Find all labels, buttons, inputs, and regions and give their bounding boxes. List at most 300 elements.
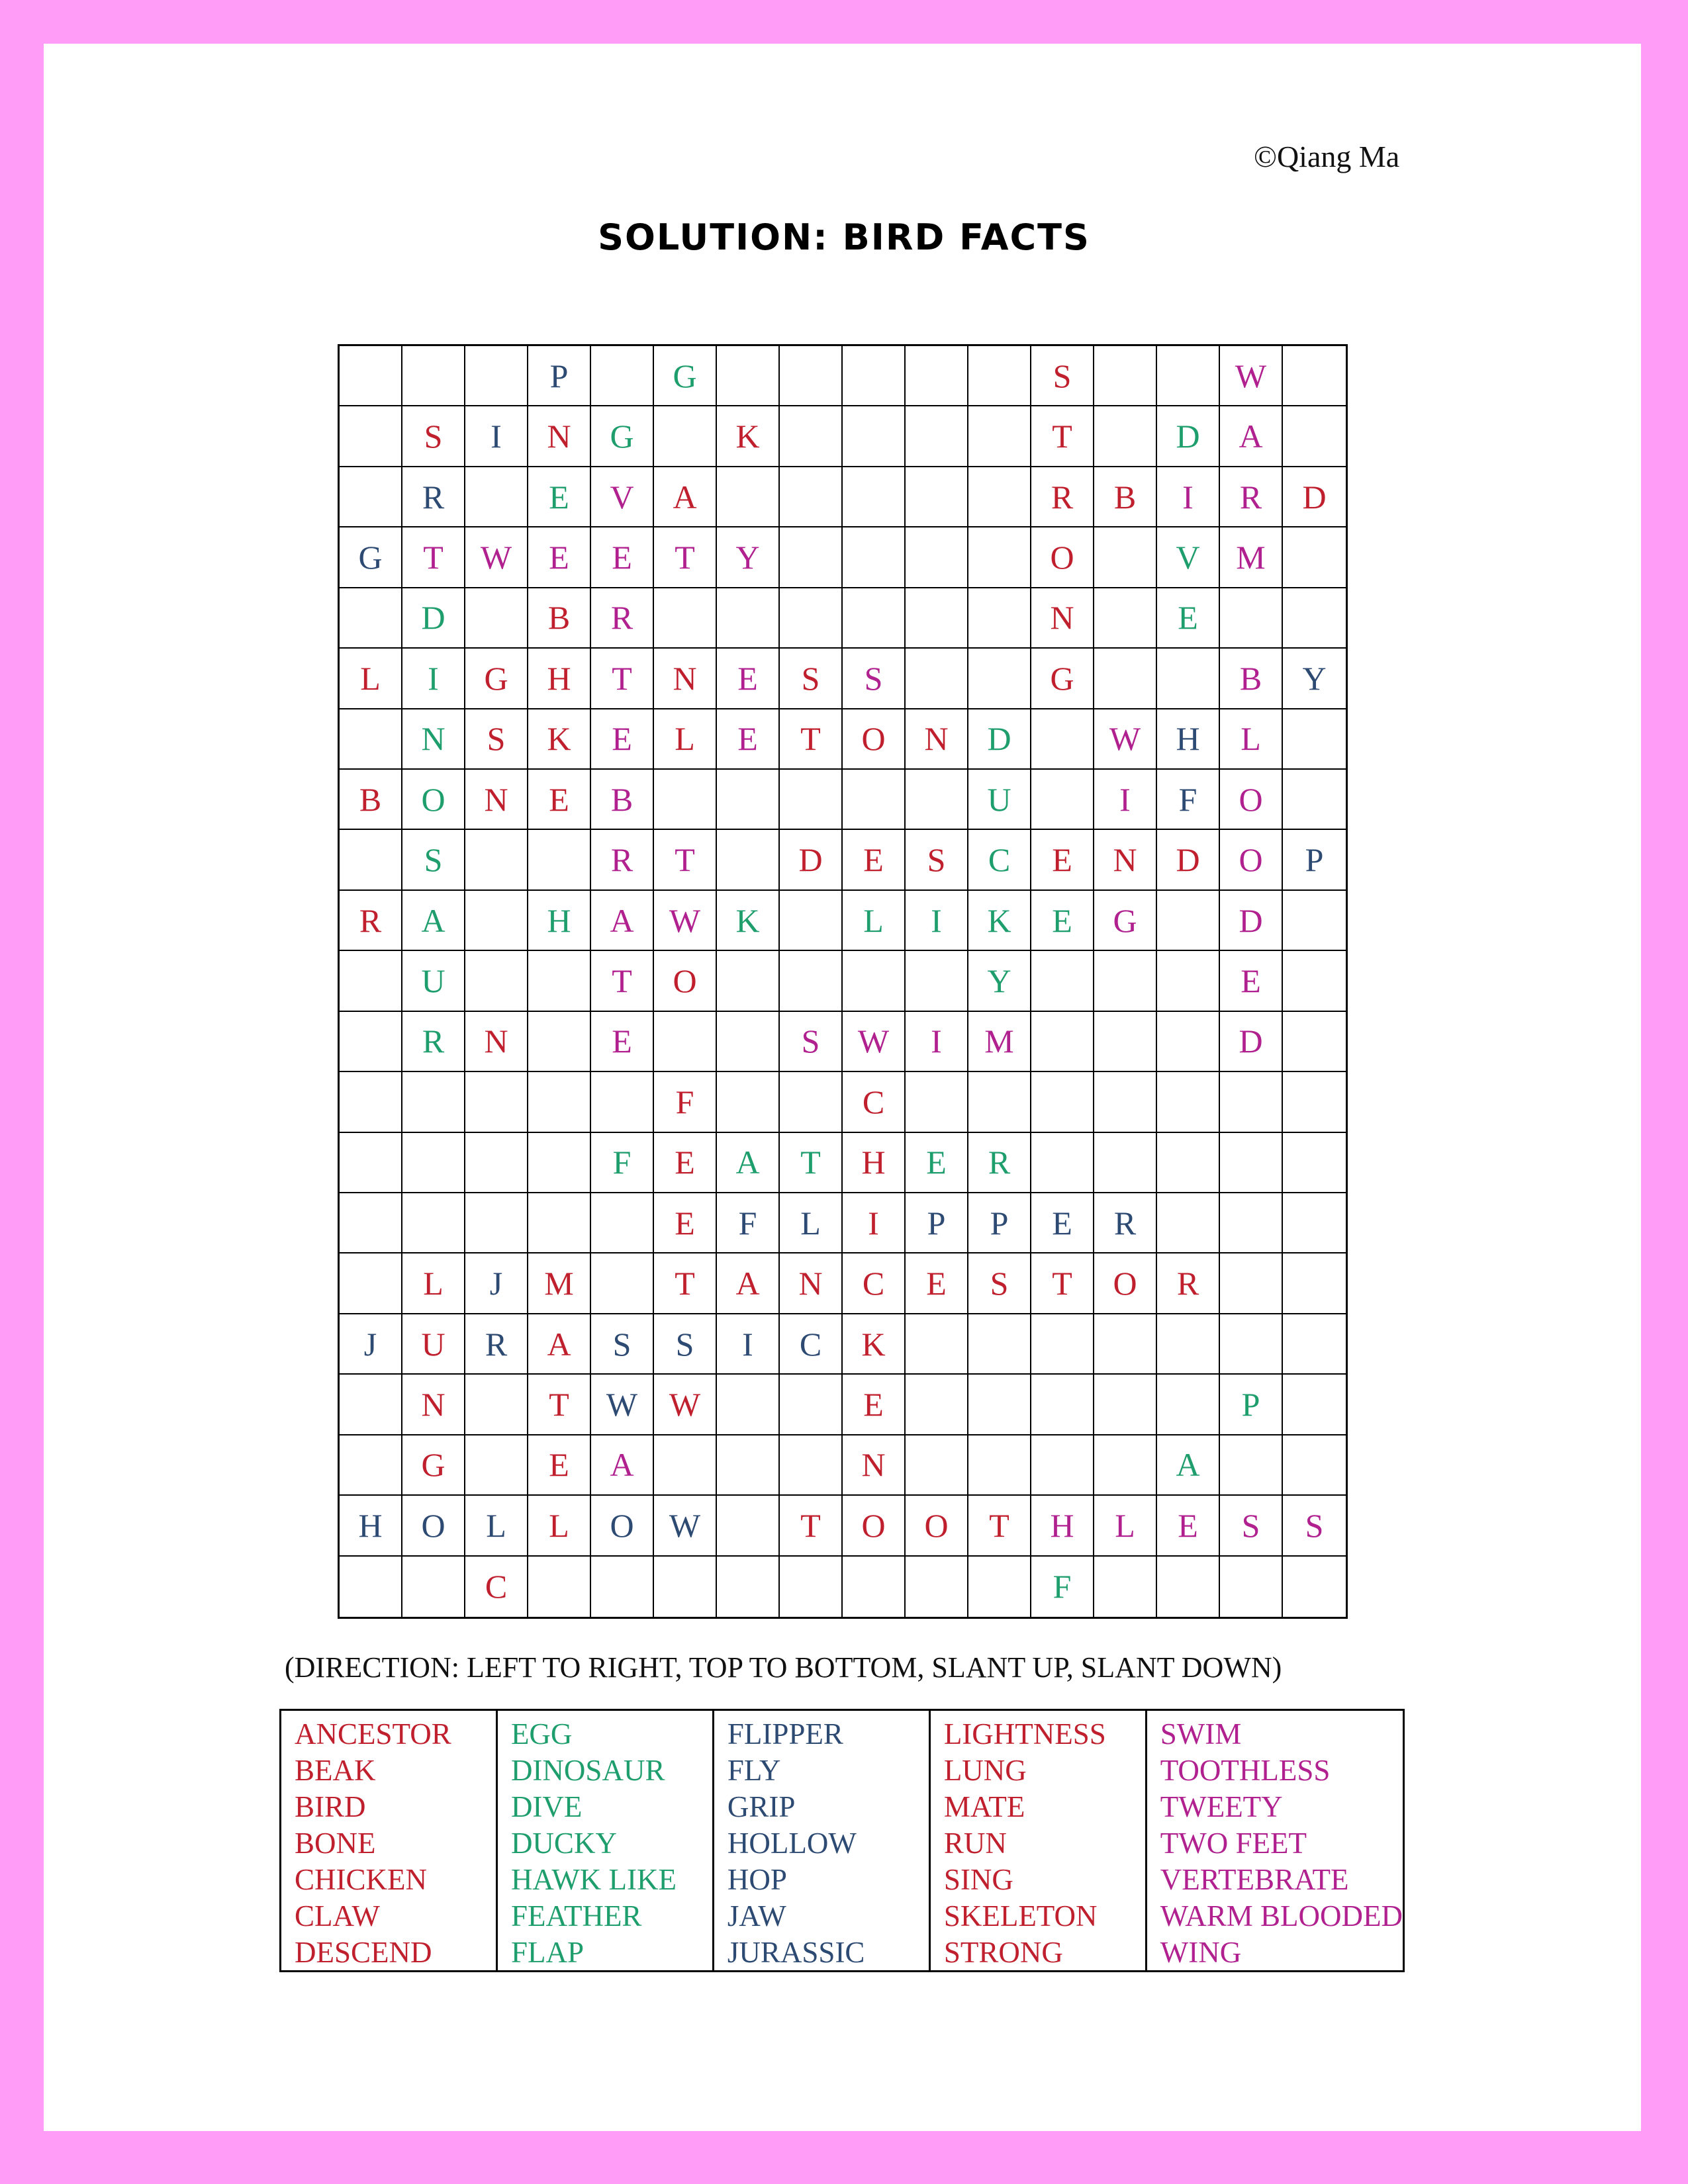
grid-cell <box>1220 1435 1283 1496</box>
grid-cell: F <box>1157 770 1220 830</box>
grid-cell <box>1220 1193 1283 1253</box>
grid-cell <box>1283 406 1346 467</box>
grid-cell: E <box>528 527 591 588</box>
grid-cell: W <box>465 527 528 588</box>
grid-cell: I <box>906 1012 968 1072</box>
grid-cell: F <box>591 1133 654 1193</box>
grid-cell: H <box>843 1133 906 1193</box>
grid-cell: I <box>906 891 968 951</box>
grid-cell <box>528 1133 591 1193</box>
grid-cell: E <box>1220 951 1283 1011</box>
grid-cell: R <box>1157 1253 1220 1314</box>
grid-cell: L <box>340 649 402 709</box>
grid-cell <box>968 467 1031 527</box>
grid-cell: J <box>340 1314 402 1375</box>
grid-cell: C <box>968 830 1031 890</box>
word-bank-word: GRIP <box>727 1790 796 1823</box>
grid-cell: S <box>780 1012 843 1072</box>
grid-cell <box>717 1012 780 1072</box>
grid-cell <box>968 649 1031 709</box>
grid-cell: L <box>1094 1496 1157 1556</box>
word-search-grid <box>338 344 1348 1619</box>
grid-cell <box>340 406 402 467</box>
grid-cell <box>906 1314 968 1375</box>
grid-cell <box>906 1435 968 1496</box>
grid-cell <box>1094 951 1157 1011</box>
grid-cell <box>906 649 968 709</box>
word-bank-word: ANCESTOR <box>295 1717 451 1751</box>
grid-cell <box>340 1072 402 1132</box>
grid-cell <box>780 588 843 649</box>
grid-cell <box>968 1375 1031 1435</box>
grid-cell <box>1157 1012 1220 1072</box>
grid-cell: S <box>465 709 528 770</box>
grid-cell <box>1031 1012 1094 1072</box>
grid-cell: S <box>654 1314 717 1375</box>
grid-cell <box>1094 1012 1157 1072</box>
grid-cell: D <box>968 709 1031 770</box>
grid-cell <box>780 346 843 406</box>
grid-cell <box>465 467 528 527</box>
page-title: SOLUTION: BIRD FACTS <box>598 216 1090 258</box>
grid-cell: A <box>717 1133 780 1193</box>
grid-cell <box>717 1072 780 1132</box>
grid-cell <box>906 467 968 527</box>
grid-cell <box>968 1314 1031 1375</box>
grid-cell <box>340 951 402 1011</box>
grid-cell: E <box>717 709 780 770</box>
grid-cell: S <box>843 649 906 709</box>
grid-cell: E <box>1031 891 1094 951</box>
grid-cell <box>340 830 402 890</box>
grid-cell <box>340 1253 402 1314</box>
grid-cell <box>591 1557 654 1617</box>
grid-cell: K <box>717 891 780 951</box>
grid-cell: V <box>591 467 654 527</box>
grid-cell <box>1283 1314 1346 1375</box>
grid-cell: G <box>1031 649 1094 709</box>
grid-cell: T <box>654 527 717 588</box>
grid-cell: K <box>843 1314 906 1375</box>
grid-cell: Y <box>968 951 1031 1011</box>
grid-cell: U <box>402 1314 465 1375</box>
grid-cell: C <box>465 1557 528 1617</box>
grid-cell: H <box>340 1496 402 1556</box>
grid-cell <box>1283 1375 1346 1435</box>
grid-cell <box>340 1012 402 1072</box>
grid-cell <box>1094 1072 1157 1132</box>
grid-cell: B <box>1220 649 1283 709</box>
grid-cell: W <box>1220 346 1283 406</box>
grid-cell: J <box>465 1253 528 1314</box>
grid-cell: R <box>968 1133 1031 1193</box>
grid-cell <box>402 1133 465 1193</box>
word-bank-word: DESCEND <box>295 1936 432 1969</box>
grid-cell: F <box>1031 1557 1094 1617</box>
grid-cell <box>717 830 780 890</box>
grid-cell <box>340 1193 402 1253</box>
grid-cell: R <box>591 588 654 649</box>
grid-cell <box>1157 1375 1220 1435</box>
grid-cell: G <box>1094 891 1157 951</box>
grid-cell: L <box>528 1496 591 1556</box>
grid-cell: T <box>968 1496 1031 1556</box>
grid-cell <box>717 467 780 527</box>
grid-cell: R <box>1031 467 1094 527</box>
word-bank-word: TWO FEET <box>1160 1827 1307 1860</box>
grid-cell: R <box>340 891 402 951</box>
grid-cell: S <box>591 1314 654 1375</box>
word-bank-word: EGG <box>510 1717 573 1751</box>
grid-cell <box>1094 649 1157 709</box>
grid-cell <box>528 1072 591 1132</box>
grid-cell: G <box>465 649 528 709</box>
grid-cell: D <box>1220 1012 1283 1072</box>
grid-cell: E <box>843 1375 906 1435</box>
grid-cell: A <box>1157 1435 1220 1496</box>
grid-cell <box>1094 527 1157 588</box>
word-bank-word: FLY <box>727 1754 781 1787</box>
word-bank-word: FLAP <box>510 1936 584 1969</box>
grid-cell <box>1157 891 1220 951</box>
grid-cell <box>906 527 968 588</box>
grid-cell <box>1094 1557 1157 1617</box>
grid-cell <box>906 406 968 467</box>
grid-cell <box>340 1557 402 1617</box>
grid-cell <box>591 1253 654 1314</box>
grid-cell <box>1283 588 1346 649</box>
grid-cell: D <box>780 830 843 890</box>
grid-cell: C <box>843 1072 906 1132</box>
grid-cell <box>717 1375 780 1435</box>
grid-cell: P <box>1283 830 1346 890</box>
grid-cell: M <box>968 1012 1031 1072</box>
word-bank-word: LIGHTNESS <box>943 1717 1106 1751</box>
grid-cell: W <box>1094 709 1157 770</box>
grid-cell: R <box>1094 1193 1157 1253</box>
grid-cell <box>968 588 1031 649</box>
grid-cell: A <box>591 891 654 951</box>
grid-cell <box>1157 1133 1220 1193</box>
grid-cell: O <box>1094 1253 1157 1314</box>
grid-cell: P <box>1220 1375 1283 1435</box>
grid-cell: O <box>402 770 465 830</box>
grid-cell: O <box>843 709 906 770</box>
grid-cell: E <box>654 1133 717 1193</box>
grid-cell: K <box>528 709 591 770</box>
grid-cell: A <box>1220 406 1283 467</box>
grid-cell: S <box>968 1253 1031 1314</box>
grid-cell: N <box>1031 588 1094 649</box>
grid-cell <box>717 770 780 830</box>
grid-cell: W <box>654 891 717 951</box>
grid-cell <box>1283 1072 1346 1132</box>
grid-cell: N <box>1094 830 1157 890</box>
grid-cell: A <box>528 1314 591 1375</box>
grid-cell: U <box>402 951 465 1011</box>
grid-cell: I <box>1157 467 1220 527</box>
grid-cell <box>780 951 843 1011</box>
grid-cell: G <box>340 527 402 588</box>
grid-cell <box>1031 1072 1094 1132</box>
word-bank-word: FLIPPER <box>727 1717 843 1751</box>
grid-cell: N <box>402 709 465 770</box>
grid-cell <box>1094 1435 1157 1496</box>
grid-cell: G <box>654 346 717 406</box>
grid-cell: E <box>1031 1193 1094 1253</box>
grid-cell <box>1031 709 1094 770</box>
grid-cell: B <box>340 770 402 830</box>
word-bank-word: BIRD <box>295 1790 366 1823</box>
word-bank-word: LUNG <box>943 1754 1027 1787</box>
grid-cell: N <box>906 709 968 770</box>
grid-cell: O <box>843 1496 906 1556</box>
grid-cell: E <box>591 1012 654 1072</box>
grid-cell: T <box>780 1133 843 1193</box>
grid-cell <box>843 770 906 830</box>
grid-cell: D <box>1220 891 1283 951</box>
grid-cell: H <box>1157 709 1220 770</box>
word-bank-word: SWIM <box>1160 1717 1242 1751</box>
grid-cell: T <box>654 1253 717 1314</box>
grid-cell: E <box>1157 1496 1220 1556</box>
grid-cell: D <box>1157 830 1220 890</box>
grid-cell <box>843 951 906 1011</box>
word-bank-word: DINOSAUR <box>510 1754 665 1787</box>
grid-cell <box>1157 649 1220 709</box>
grid-cell <box>465 588 528 649</box>
grid-cell <box>717 1435 780 1496</box>
grid-cell: L <box>843 891 906 951</box>
grid-cell: S <box>780 649 843 709</box>
grid-cell: E <box>591 527 654 588</box>
grid-cell <box>717 588 780 649</box>
grid-cell: S <box>402 406 465 467</box>
grid-cell <box>906 1072 968 1132</box>
grid-cell: E <box>591 709 654 770</box>
grid-cell <box>591 1072 654 1132</box>
word-bank-word: RUN <box>943 1827 1007 1860</box>
grid-cell: E <box>843 830 906 890</box>
word-bank-word: DIVE <box>510 1790 583 1823</box>
grid-cell: G <box>402 1435 465 1496</box>
grid-cell <box>340 467 402 527</box>
word-bank-word: JAW <box>727 1899 786 1933</box>
grid-cell: E <box>1031 830 1094 890</box>
grid-cell <box>717 1557 780 1617</box>
grid-cell: O <box>402 1496 465 1556</box>
grid-cell: T <box>402 527 465 588</box>
grid-cell <box>906 1375 968 1435</box>
grid-cell <box>968 527 1031 588</box>
grid-cell <box>528 1012 591 1072</box>
grid-cell <box>1094 406 1157 467</box>
grid-cell: B <box>528 588 591 649</box>
grid-cell <box>1220 1557 1283 1617</box>
grid-cell: R <box>402 467 465 527</box>
grid-cell: S <box>1220 1496 1283 1556</box>
grid-cell <box>402 346 465 406</box>
grid-cell <box>1283 891 1346 951</box>
grid-cell: G <box>591 406 654 467</box>
word-bank-word: STRONG <box>943 1936 1063 1969</box>
grid-cell <box>1220 588 1283 649</box>
word-bank-word: JURASSIC <box>727 1936 865 1969</box>
grid-cell: P <box>528 346 591 406</box>
copyright-text: ©Qiang Ma <box>1254 140 1400 173</box>
grid-cell <box>1220 1133 1283 1193</box>
grid-cell <box>465 1072 528 1132</box>
grid-cell: Y <box>1283 649 1346 709</box>
direction-note: (DIRECTION: LEFT TO RIGHT, TOP TO BOTTOM, SLANT UP, SLANT DOWN) <box>285 1651 1282 1684</box>
grid-cell <box>780 406 843 467</box>
grid-cell: T <box>780 1496 843 1556</box>
word-bank-word: MATE <box>943 1790 1025 1823</box>
grid-cell <box>780 1375 843 1435</box>
grid-cell: S <box>402 830 465 890</box>
grid-cell <box>717 346 780 406</box>
grid-cell <box>1220 1072 1283 1132</box>
grid-cell <box>654 588 717 649</box>
grid-cell: L <box>402 1253 465 1314</box>
grid-cell: M <box>1220 527 1283 588</box>
grid-cell <box>968 406 1031 467</box>
grid-cell: N <box>654 649 717 709</box>
word-bank-word: VERTEBRATE <box>1160 1863 1349 1896</box>
grid-cell: A <box>717 1253 780 1314</box>
grid-cell: T <box>528 1375 591 1435</box>
word-bank-column <box>714 1711 931 1970</box>
grid-cell <box>654 1435 717 1496</box>
grid-cell: N <box>843 1435 906 1496</box>
grid-cell: R <box>591 830 654 890</box>
grid-cell <box>780 467 843 527</box>
grid-cell: L <box>780 1193 843 1253</box>
grid-cell <box>465 1435 528 1496</box>
grid-cell <box>340 709 402 770</box>
grid-cell <box>465 1133 528 1193</box>
grid-cell: B <box>1094 467 1157 527</box>
grid-cell <box>968 1557 1031 1617</box>
word-bank-word: CHICKEN <box>295 1863 427 1896</box>
word-bank-column <box>1147 1711 1403 1970</box>
grid-cell: W <box>843 1012 906 1072</box>
grid-cell: H <box>1031 1496 1094 1556</box>
grid-cell: I <box>402 649 465 709</box>
grid-cell <box>340 346 402 406</box>
grid-cell <box>1283 1012 1346 1072</box>
grid-cell <box>1283 1557 1346 1617</box>
grid-cell: N <box>465 1012 528 1072</box>
grid-cell <box>1157 1314 1220 1375</box>
grid-cell <box>340 1435 402 1496</box>
grid-cell <box>1031 951 1094 1011</box>
word-bank-word: HOP <box>727 1863 787 1896</box>
grid-cell <box>402 1193 465 1253</box>
grid-cell <box>1283 1435 1346 1496</box>
grid-cell: E <box>1157 588 1220 649</box>
grid-cell: E <box>717 649 780 709</box>
grid-cell <box>968 346 1031 406</box>
word-bank-column <box>281 1711 498 1970</box>
grid-cell: K <box>717 406 780 467</box>
grid-cell: I <box>1094 770 1157 830</box>
grid-cell <box>1283 1253 1346 1314</box>
grid-cell <box>843 346 906 406</box>
grid-cell: C <box>780 1314 843 1375</box>
grid-cell: E <box>654 1193 717 1253</box>
grid-cell: P <box>906 1193 968 1253</box>
grid-cell: M <box>528 1253 591 1314</box>
grid-cell: F <box>717 1193 780 1253</box>
grid-cell: O <box>906 1496 968 1556</box>
grid-cell: S <box>1031 346 1094 406</box>
grid-cell: Y <box>717 527 780 588</box>
grid-cell: T <box>1031 1253 1094 1314</box>
grid-cell: O <box>591 1496 654 1556</box>
grid-cell <box>340 1133 402 1193</box>
grid-cell: R <box>402 1012 465 1072</box>
word-bank-word: FEATHER <box>510 1899 642 1933</box>
grid-cell <box>465 346 528 406</box>
grid-cell <box>1094 1314 1157 1375</box>
grid-cell <box>906 770 968 830</box>
grid-cell: K <box>968 891 1031 951</box>
grid-cell <box>780 1557 843 1617</box>
grid-cell <box>1283 346 1346 406</box>
grid-cell <box>654 1557 717 1617</box>
grid-cell <box>906 1557 968 1617</box>
grid-cell <box>717 951 780 1011</box>
grid-cell <box>780 527 843 588</box>
grid-cell: A <box>591 1435 654 1496</box>
grid-cell <box>654 406 717 467</box>
grid-cell: W <box>654 1375 717 1435</box>
grid-cell <box>906 346 968 406</box>
grid-cell <box>402 1072 465 1132</box>
word-bank-word: DUCKY <box>510 1827 617 1860</box>
grid-cell: W <box>654 1496 717 1556</box>
grid-cell <box>1157 951 1220 1011</box>
grid-cell: O <box>1220 770 1283 830</box>
word-bank-word: WARM BLOODED <box>1160 1899 1403 1933</box>
grid-cell <box>906 588 968 649</box>
grid-cell: F <box>654 1072 717 1132</box>
grid-cell <box>1283 770 1346 830</box>
grid-cell <box>1283 1133 1346 1193</box>
grid-cell: T <box>1031 406 1094 467</box>
grid-cell: R <box>465 1314 528 1375</box>
grid-cell <box>843 1557 906 1617</box>
grid-cell <box>465 951 528 1011</box>
grid-cell: T <box>591 649 654 709</box>
grid-cell <box>340 588 402 649</box>
grid-cell <box>1031 770 1094 830</box>
grid-cell: N <box>528 406 591 467</box>
word-bank-word: BEAK <box>295 1754 376 1787</box>
grid-cell <box>528 1193 591 1253</box>
grid-cell: B <box>591 770 654 830</box>
grid-cell: D <box>1157 406 1220 467</box>
word-bank-word: SKELETON <box>943 1899 1098 1933</box>
word-bank-word: SING <box>943 1863 1013 1896</box>
grid-cell: E <box>906 1133 968 1193</box>
grid-cell <box>780 891 843 951</box>
grid-cell <box>402 1557 465 1617</box>
grid-cell <box>1283 951 1346 1011</box>
grid-cell: N <box>402 1375 465 1435</box>
grid-cell <box>1157 1557 1220 1617</box>
